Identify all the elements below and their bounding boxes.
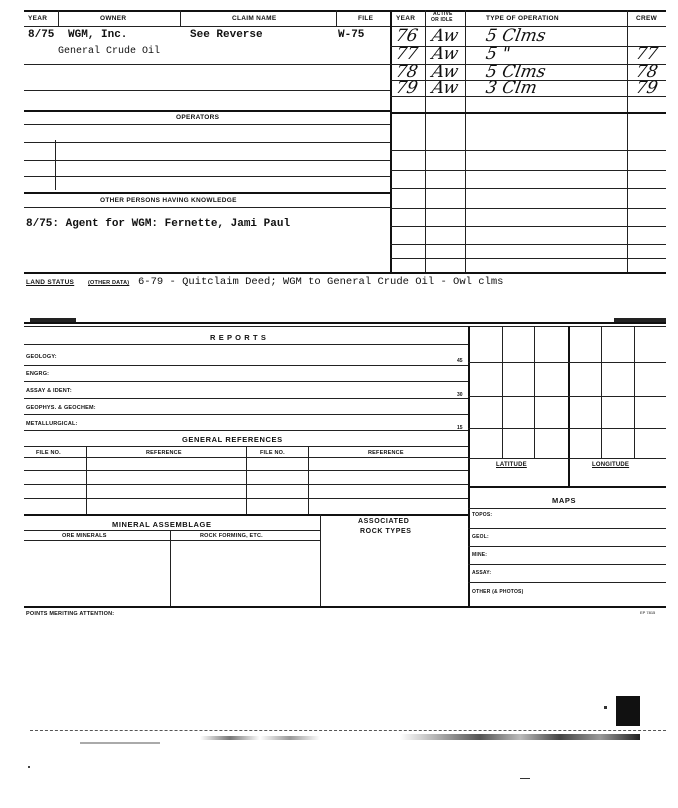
op-type: 5 Clms [484, 62, 548, 82]
ref-file-no: FILE NO. [36, 450, 61, 456]
grid-number: 15 [457, 425, 463, 431]
header-year-2: YEAR [396, 15, 416, 22]
operators-label: OPERATORS [176, 114, 220, 121]
map-geol: GEOL: [472, 534, 489, 540]
report-geology: GEOLOGY: [26, 354, 57, 360]
land-status-value: 6-79 - Quitclaim Deed; WGM to General Crude Oil - Owl clms [138, 276, 504, 288]
claim-name: See Reverse [190, 29, 263, 41]
owner-date: 8/75 [28, 29, 55, 41]
op-crew: 77 [634, 44, 660, 64]
ref-reference: REFERENCE [146, 450, 182, 456]
latitude-label: LATITUDE [496, 462, 527, 468]
op-year: 76 [394, 26, 420, 46]
header-claim-name: CLAIM NAME [232, 15, 277, 22]
associated-label: ASSOCIATED [358, 518, 410, 525]
header-type-of-operation: TYPE OF OPERATION [486, 15, 559, 22]
report-engrg: ENGRG: [26, 371, 50, 377]
longitude-label: LONGITUDE [592, 462, 630, 468]
other-persons-label: OTHER PERSONS HAVING KNOWLEDGE [100, 197, 237, 204]
map-topos: TOPOS: [472, 512, 493, 518]
op-status: Aw [430, 44, 460, 64]
op-year: 79 [394, 78, 420, 98]
op-status: Aw [430, 78, 460, 98]
map-mine: MINE: [472, 552, 488, 558]
ref-reference-2: REFERENCE [368, 450, 404, 456]
points-meriting-attention: POINTS MERITING ATTENTION: [26, 611, 115, 617]
header-active: ACTIVE [433, 11, 453, 17]
header-crew: CREW [636, 15, 658, 22]
grid-number: 45 [457, 358, 463, 364]
mineral-assemblage-title: MINERAL ASSEMBLAGE [112, 520, 212, 529]
header-or-idle: OR IDLE [431, 17, 453, 23]
op-crew: 78 [634, 62, 660, 82]
land-status-sublabel: (OTHER DATA) [88, 280, 130, 286]
ore-minerals-label: ORE MINERALS [62, 533, 107, 539]
op-status: Aw [430, 26, 460, 46]
owner-name: WGM, Inc. [68, 29, 128, 41]
report-metallurgical: METALLURGICAL: [26, 421, 78, 427]
header-owner: OWNER [100, 15, 127, 22]
op-type: 5 " [484, 44, 512, 64]
maps-title: MAPS [552, 496, 577, 505]
reports-title: R E P O R T S [210, 333, 267, 342]
land-status-label: LAND STATUS [26, 279, 75, 286]
op-year: 78 [394, 62, 420, 82]
ref-file-no-2: FILE NO. [260, 450, 285, 456]
grid-number: 30 [457, 392, 463, 398]
report-geophys: GEOPHYS. & GEOCHEM: [26, 405, 96, 411]
form-number: EP 7815 [640, 610, 656, 615]
rock-types-label: ROCK TYPES [360, 528, 412, 535]
op-status: Aw [430, 62, 460, 82]
op-type: 3 Clm [484, 78, 539, 98]
map-assay: ASSAY: [472, 570, 492, 576]
op-year: 77 [394, 44, 420, 64]
map-other-photos: OTHER (& PHOTOS) [472, 589, 524, 595]
op-type: 5 Clms [484, 26, 548, 46]
owner-name-2: General Crude Oil [58, 46, 161, 57]
op-crew: 79 [634, 78, 660, 98]
header-year: YEAR [28, 15, 48, 22]
general-references-title: GENERAL REFERENCES [182, 435, 283, 444]
report-assay: ASSAY & IDENT: [26, 388, 72, 394]
file-number: W-75 [338, 29, 365, 41]
header-file: FILE [358, 15, 374, 22]
rock-forming-label: ROCK FORMING, ETC. [200, 533, 263, 539]
other-persons-entry: 8/75: Agent for WGM: Fernette, Jami Paul [26, 218, 291, 230]
